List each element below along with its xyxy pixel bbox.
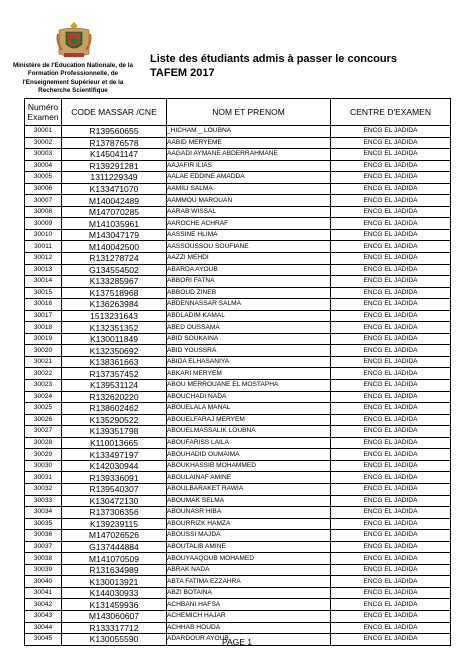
students-table bbox=[24, 98, 451, 646]
exam-center-cell: ENCG EL JADIDA bbox=[331, 414, 451, 426]
student-name-cell: AAMMOU MAROUAN bbox=[167, 195, 331, 207]
table-header-row bbox=[25, 99, 451, 126]
exam-center-cell: ENCG EL JADIDA bbox=[331, 622, 451, 634]
exam-center-cell: ENCG EL JADIDA bbox=[331, 149, 451, 161]
massar-code-cell: K133497197 bbox=[62, 449, 167, 461]
massar-code-cell: K133285967 bbox=[62, 276, 167, 288]
exam-center-cell: ENCG EL JADIDA bbox=[331, 403, 451, 415]
exam-center-cell: ENCG EL JADIDA bbox=[331, 587, 451, 599]
massar-code-cell: K135290522 bbox=[62, 414, 167, 426]
massar-code-cell: R137306356 bbox=[62, 507, 167, 519]
massar-code-cell: K144030933 bbox=[62, 587, 167, 599]
student-name-cell: AAROCHE ACHRAF bbox=[167, 218, 331, 230]
exam-center-cell: ENCG EL JADIDA bbox=[331, 518, 451, 530]
table-row bbox=[25, 610, 451, 622]
table-row bbox=[25, 137, 451, 149]
table-row bbox=[25, 264, 451, 276]
table-row bbox=[25, 333, 451, 345]
table-row bbox=[25, 310, 451, 322]
table-row bbox=[25, 599, 451, 611]
massar-code-cell: K132350692 bbox=[62, 345, 167, 357]
exam-center-cell: ENCG EL JADIDA bbox=[331, 368, 451, 380]
exam-number-cell: 30017 bbox=[25, 310, 62, 322]
ministry-line: Recherche Scientifique bbox=[38, 87, 108, 95]
table-row bbox=[25, 576, 451, 588]
table-row bbox=[25, 276, 451, 288]
exam-center-cell: ENCG EL JADIDA bbox=[331, 287, 451, 299]
ministry-name bbox=[9, 62, 137, 96]
column-header-number: Numéro Examen bbox=[25, 99, 62, 126]
exam-number-cell: 30029 bbox=[25, 449, 62, 461]
massar-code-cell: K110013665 bbox=[62, 437, 167, 449]
exam-center-cell: ENCG EL JADIDA bbox=[331, 541, 451, 553]
massar-code-cell: 1311229349 bbox=[62, 172, 167, 184]
exam-center-cell: ENCG EL JADIDA bbox=[331, 172, 451, 184]
exam-number-cell: 30015 bbox=[25, 287, 62, 299]
massar-code-cell: R139560655 bbox=[62, 126, 167, 138]
student-name-cell: AASSINE HLIMA bbox=[167, 229, 331, 241]
massar-code-cell: K142030944 bbox=[62, 460, 167, 472]
student-name-cell: AAZZI MEHDI bbox=[167, 253, 331, 265]
massar-code-cell: R137357452 bbox=[62, 368, 167, 380]
student-name-cell: ABIDA ELHASANIYA bbox=[167, 356, 331, 368]
table-row bbox=[25, 483, 451, 495]
exam-number-cell: 30005 bbox=[25, 172, 62, 184]
exam-number-cell: 30011 bbox=[25, 241, 62, 253]
massar-code-cell: R131278724 bbox=[62, 253, 167, 265]
massar-code-cell: M140042500 bbox=[62, 241, 167, 253]
table-row bbox=[25, 345, 451, 357]
exam-number-cell: 30042 bbox=[25, 599, 62, 611]
student-name-cell: ACHEMICH HAJAR bbox=[167, 610, 331, 622]
table-row bbox=[25, 253, 451, 265]
exam-center-cell: ENCG EL JADIDA bbox=[331, 356, 451, 368]
student-name-cell: ABOUCHADI NADA bbox=[167, 391, 331, 403]
table-row bbox=[25, 391, 451, 403]
exam-number-cell: 30031 bbox=[25, 472, 62, 484]
student-name-cell: ABID SOUKAINA bbox=[167, 333, 331, 345]
exam-center-cell: ENCG EL JADIDA bbox=[331, 610, 451, 622]
massar-code-cell: M141070509 bbox=[62, 553, 167, 565]
exam-center-cell: ENCG EL JADIDA bbox=[331, 195, 451, 207]
massar-code-cell: K137518968 bbox=[62, 287, 167, 299]
student-name-cell: ABOUELFARAJ MERYEM bbox=[167, 414, 331, 426]
exam-number-cell: 30019 bbox=[25, 333, 62, 345]
massar-code-cell: K139239115 bbox=[62, 518, 167, 530]
page-number: PAGE 1 bbox=[221, 637, 253, 647]
table-row bbox=[25, 507, 451, 519]
student-name-cell: AASSOUSSOU SOUFIANE bbox=[167, 241, 331, 253]
massar-code-cell: K130472130 bbox=[62, 495, 167, 507]
exam-center-cell: ENCG EL JADIDA bbox=[331, 160, 451, 172]
student-name-cell: ABBOUD ZINEB bbox=[167, 287, 331, 299]
exam-number-cell: 30025 bbox=[25, 403, 62, 415]
exam-number-cell: 30021 bbox=[25, 356, 62, 368]
massar-code-cell: K139351798 bbox=[62, 426, 167, 438]
table-row bbox=[25, 426, 451, 438]
table-row bbox=[25, 564, 451, 576]
table-row bbox=[25, 241, 451, 253]
table-row bbox=[25, 460, 451, 472]
massar-code-cell: 1513231643 bbox=[62, 310, 167, 322]
student-name-cell: ACHHAB HOUDA bbox=[167, 622, 331, 634]
exam-center-cell: ENCG EL JADIDA bbox=[331, 576, 451, 588]
exam-number-cell: 30032 bbox=[25, 483, 62, 495]
exam-number-cell: 30041 bbox=[25, 587, 62, 599]
exam-number-cell: 30006 bbox=[25, 183, 62, 195]
massar-code-cell: K131459936 bbox=[62, 599, 167, 611]
exam-number-cell: 30018 bbox=[25, 322, 62, 334]
exam-center-cell: ENCG EL JADIDA bbox=[331, 553, 451, 565]
student-name-cell: ABOURRIZK HAMZA bbox=[167, 518, 331, 530]
massar-code-cell: K138361663 bbox=[62, 356, 167, 368]
massar-code-cell: M143060607 bbox=[62, 610, 167, 622]
table-row bbox=[25, 622, 451, 634]
student-name-cell: ABARDA AYOUB bbox=[167, 264, 331, 276]
massar-code-cell: R139291281 bbox=[62, 160, 167, 172]
massar-code-cell: G134554502 bbox=[62, 264, 167, 276]
exam-center-cell: ENCG EL JADIDA bbox=[331, 276, 451, 288]
massar-code-cell: K130013921 bbox=[62, 576, 167, 588]
table-row bbox=[25, 356, 451, 368]
massar-code-cell: K132351352 bbox=[62, 322, 167, 334]
exam-number-cell: 30024 bbox=[25, 391, 62, 403]
exam-number-cell: 30008 bbox=[25, 206, 62, 218]
student-name-cell: AARAB WISSAL bbox=[167, 206, 331, 218]
exam-number-cell: 30001 bbox=[25, 126, 62, 138]
exam-center-cell: ENCG EL JADIDA bbox=[331, 449, 451, 461]
student-name-cell: ABOUHADID OUMAIMA bbox=[167, 449, 331, 461]
exam-center-cell: ENCG EL JADIDA bbox=[331, 564, 451, 576]
student-name-cell: ABID YOUSSRA bbox=[167, 345, 331, 357]
exam-center-cell: ENCG EL JADIDA bbox=[331, 472, 451, 484]
massar-code-cell: R138602462 bbox=[62, 403, 167, 415]
student-name-cell: AAMILI SALMA bbox=[167, 183, 331, 195]
table-row bbox=[25, 495, 451, 507]
table-row bbox=[25, 472, 451, 484]
exam-center-cell: ENCG EL JADIDA bbox=[331, 137, 451, 149]
table-row bbox=[25, 183, 451, 195]
exam-number-cell: 30022 bbox=[25, 368, 62, 380]
student-name-cell: ABOUELMASSALIK LOUBNA bbox=[167, 426, 331, 438]
exam-number-cell: 30030 bbox=[25, 460, 62, 472]
massar-code-cell: R139336091 bbox=[62, 472, 167, 484]
exam-number-cell: 30028 bbox=[25, 437, 62, 449]
table-row bbox=[25, 518, 451, 530]
ministry-line: Formation Professionnelle, de bbox=[27, 70, 119, 78]
exam-number-cell: 30004 bbox=[25, 160, 62, 172]
exam-number-cell: 30013 bbox=[25, 264, 62, 276]
exam-center-cell: ENCG EL JADIDA bbox=[331, 241, 451, 253]
student-name-cell: ABOUNASR HIBA bbox=[167, 507, 331, 519]
student-name-cell: ABOUKHASSIB MOHAMMED bbox=[167, 460, 331, 472]
exam-center-cell: ENCG EL JADIDA bbox=[331, 299, 451, 311]
exam-number-cell: 30014 bbox=[25, 276, 62, 288]
massar-code-cell: K136263984 bbox=[62, 299, 167, 311]
exam-center-cell: ENCG EL JADIDA bbox=[331, 426, 451, 438]
massar-code-cell: K145041147 bbox=[62, 149, 167, 161]
exam-center-cell: ENCG EL JADIDA bbox=[331, 530, 451, 542]
student-name-cell: ABKARI MERYEM bbox=[167, 368, 331, 380]
student-name-cell: ACHBANI HAFSA bbox=[167, 599, 331, 611]
student-name-cell: ABZI BOTAINA bbox=[167, 587, 331, 599]
student-name-cell: ABDENNASSAR SALMA bbox=[167, 299, 331, 311]
document-title bbox=[150, 52, 397, 80]
student-name-cell: AALAE EDDINE AMADDA bbox=[167, 172, 331, 184]
massar-code-cell: M147026526 bbox=[62, 530, 167, 542]
massar-code-cell: M143047179 bbox=[62, 229, 167, 241]
student-name-cell: ABED OUSSAMA bbox=[167, 322, 331, 334]
student-name-cell: ABOUTALIB AMINE bbox=[167, 541, 331, 553]
exam-center-cell: ENCG EL JADIDA bbox=[331, 391, 451, 403]
exam-number-cell: 30034 bbox=[25, 507, 62, 519]
student-name-cell: AAGADI AYMANE ABDERRAHMANE bbox=[167, 149, 331, 161]
ministry-line: Ministère de l'Education Nationale, de la bbox=[12, 62, 134, 69]
massar-code-cell: M140042489 bbox=[62, 195, 167, 207]
title-line: TAFEM 2017 bbox=[150, 67, 215, 79]
royal-coat-of-arms-icon bbox=[54, 20, 94, 60]
student-name-cell: ABOUYAAQOUB MOHAMED bbox=[167, 553, 331, 565]
table-row bbox=[25, 299, 451, 311]
column-header-name: NOM ET PRENOM bbox=[167, 99, 331, 126]
exam-number-cell: 30023 bbox=[25, 380, 62, 392]
massar-code-cell: G137444884 bbox=[62, 541, 167, 553]
exam-number-cell: 30009 bbox=[25, 218, 62, 230]
exam-center-cell: ENCG EL JADIDA bbox=[331, 206, 451, 218]
massar-code-cell: R132620220 bbox=[62, 391, 167, 403]
exam-number-cell: 30043 bbox=[25, 610, 62, 622]
exam-number-cell: 30045 bbox=[25, 634, 62, 646]
massar-code-cell: M141035961 bbox=[62, 218, 167, 230]
exam-center-cell: ENCG EL JADIDA bbox=[331, 599, 451, 611]
exam-center-cell: ENCG EL JADIDA bbox=[331, 253, 451, 265]
table-row bbox=[25, 149, 451, 161]
exam-center-cell: ENCG EL JADIDA bbox=[331, 126, 451, 138]
table-row bbox=[25, 437, 451, 449]
exam-center-cell: ENCG EL JADIDA bbox=[331, 183, 451, 195]
student-name-cell: ABOULAINAF AMINE bbox=[167, 472, 331, 484]
massar-code-cell: R131634989 bbox=[62, 564, 167, 576]
massar-code-cell: K130011849 bbox=[62, 333, 167, 345]
ministry-line: l'Enseignement Supérieur et de la bbox=[22, 78, 124, 86]
title-line: Liste des étudiants admis à passer le concours bbox=[150, 53, 397, 65]
table-row bbox=[25, 414, 451, 426]
exam-number-cell: 30016 bbox=[25, 299, 62, 311]
table-row bbox=[25, 403, 451, 415]
student-name-cell: ABDLADIM KAMAL bbox=[167, 310, 331, 322]
table-row bbox=[25, 449, 451, 461]
student-name-cell: ABBORI FATNA bbox=[167, 276, 331, 288]
student-name-cell: AAJAFIR ILIAS bbox=[167, 160, 331, 172]
exam-number-cell: 30020 bbox=[25, 345, 62, 357]
table-row bbox=[25, 322, 451, 334]
exam-number-cell: 30007 bbox=[25, 195, 62, 207]
exam-number-cell: 30040 bbox=[25, 576, 62, 588]
exam-number-cell: 30033 bbox=[25, 495, 62, 507]
table-row bbox=[25, 541, 451, 553]
massar-code-cell: R139540307 bbox=[62, 483, 167, 495]
exam-number-cell: 30012 bbox=[25, 253, 62, 265]
exam-number-cell: 30036 bbox=[25, 530, 62, 542]
table-row bbox=[25, 380, 451, 392]
table-row bbox=[25, 229, 451, 241]
table-row bbox=[25, 126, 451, 138]
exam-center-cell: ENCG EL JADIDA bbox=[331, 460, 451, 472]
exam-center-cell: ENCG EL JADIDA bbox=[331, 634, 451, 646]
student-name-cell: ADARDOUR AYOUB bbox=[167, 634, 331, 646]
student-name-cell: ABOUSSI MAJDA bbox=[167, 530, 331, 542]
exam-number-cell: 30039 bbox=[25, 564, 62, 576]
exam-number-cell: 30010 bbox=[25, 229, 62, 241]
exam-center-cell: ENCG EL JADIDA bbox=[331, 218, 451, 230]
table-row bbox=[25, 172, 451, 184]
table-row bbox=[25, 287, 451, 299]
student-name-cell: AABID MERYEME bbox=[167, 137, 331, 149]
exam-center-cell: ENCG EL JADIDA bbox=[331, 333, 451, 345]
exam-center-cell: ENCG EL JADIDA bbox=[331, 345, 451, 357]
massar-code-cell: R137876578 bbox=[62, 137, 167, 149]
exam-center-cell: ENCG EL JADIDA bbox=[331, 437, 451, 449]
student-name-cell: ABOUMAK SELMA bbox=[167, 495, 331, 507]
student-name-cell: ABOUELALA MANAL bbox=[167, 403, 331, 415]
exam-center-cell: ENCG EL JADIDA bbox=[331, 380, 451, 392]
massar-code-cell: K133471070 bbox=[62, 183, 167, 195]
exam-center-cell: ENCG EL JADIDA bbox=[331, 229, 451, 241]
exam-center-cell: ENCG EL JADIDA bbox=[331, 495, 451, 507]
exam-number-cell: 30027 bbox=[25, 426, 62, 438]
massar-code-cell: R133317712 bbox=[62, 622, 167, 634]
student-name-cell: ABOU MERROUANE EL MOSTAPHA bbox=[167, 380, 331, 392]
exam-number-cell: 30003 bbox=[25, 149, 62, 161]
exam-center-cell: ENCG EL JADIDA bbox=[331, 507, 451, 519]
exam-center-cell: ENCG EL JADIDA bbox=[331, 322, 451, 334]
student-name-cell: ABOUFARISS LAILA bbox=[167, 437, 331, 449]
column-header-code: CODE MASSAR /CNE bbox=[62, 99, 167, 126]
table-row bbox=[25, 218, 451, 230]
student-name-cell: ABTA FATIMA EZZAHRA bbox=[167, 576, 331, 588]
table-row bbox=[25, 206, 451, 218]
table-row bbox=[25, 553, 451, 565]
student-name-cell: ABOULBARAKET RAWIA bbox=[167, 483, 331, 495]
table-row bbox=[25, 195, 451, 207]
exam-number-cell: 30044 bbox=[25, 622, 62, 634]
table-row bbox=[25, 530, 451, 542]
student-name-cell: ABRAK NADA bbox=[167, 564, 331, 576]
table-row bbox=[25, 160, 451, 172]
exam-number-cell: 30038 bbox=[25, 553, 62, 565]
exam-number-cell: 30035 bbox=[25, 518, 62, 530]
exam-number-cell: 30026 bbox=[25, 414, 62, 426]
column-header-center: CENTRE D'EXAMEN bbox=[331, 99, 451, 126]
massar-code-cell: K130055590 bbox=[62, 634, 167, 646]
exam-center-cell: ENCG EL JADIDA bbox=[331, 264, 451, 276]
exam-number-cell: 30037 bbox=[25, 541, 62, 553]
exam-number-cell: 30002 bbox=[25, 137, 62, 149]
table-row bbox=[25, 368, 451, 380]
massar-code-cell: K139531124 bbox=[62, 380, 167, 392]
table-row bbox=[25, 587, 451, 599]
massar-code-cell: M147070285 bbox=[62, 206, 167, 218]
exam-center-cell: ENCG EL JADIDA bbox=[331, 483, 451, 495]
student-name-cell: _HICHAM _ LOUBNA bbox=[167, 126, 331, 138]
exam-center-cell: ENCG EL JADIDA bbox=[331, 310, 451, 322]
